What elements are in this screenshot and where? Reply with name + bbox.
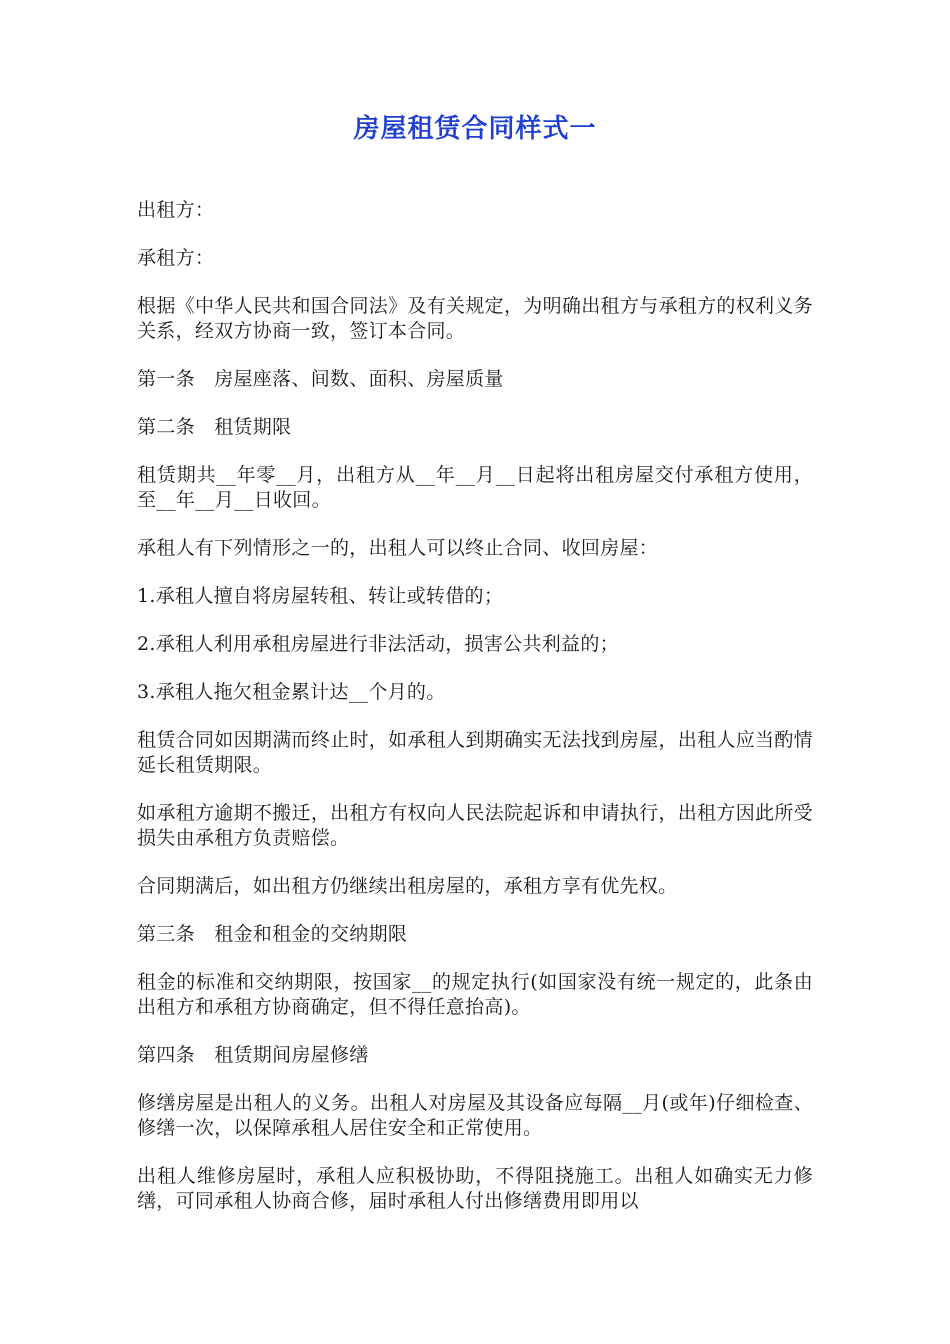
termination-intro-paragraph: 承租人有下列情形之一的，出租人可以终止合同、收回房屋： xyxy=(137,537,659,559)
termination-item-3: 3.承租人拖欠租金累计达__个月的。 xyxy=(137,681,446,703)
article-3-heading: 第三条 租金和租金的交纳期限 xyxy=(137,923,408,945)
article-2-heading: 第二条 租赁期限 xyxy=(137,416,292,438)
lessor-line: 出租方： xyxy=(137,199,215,221)
rent-standard-paragraph: 租金的标准和交纳期限，按国家__的规定执行(如国家没有统一规定的，此条由出租方和承租方协商确定，但不得任意抬高)。 xyxy=(137,971,813,1018)
priority-paragraph: 合同期满后，如出租方仍继续出租房屋的，承租方享有优先权。 xyxy=(137,875,678,897)
document-title: 房屋租赁合同样式一 xyxy=(353,114,597,144)
article-1-heading: 第一条 房屋座落、间数、面积、房屋质量 xyxy=(137,368,504,390)
termination-item-2: 2.承租人利用承租房屋进行非法活动，损害公共利益的； xyxy=(137,633,619,655)
termination-item-1: 1.承租人擅自将房屋转租、转让或转借的； xyxy=(137,585,504,607)
term-extension-paragraph: 租赁合同如因期满而终止时，如承租人到期确实无法找到房屋，出租人应当酌情延长租赁期限。 xyxy=(137,729,813,776)
preamble-paragraph: 根据《中华人民共和国合同法》及有关规定，为明确出租方与承租方的权利义务关系，经双方协商一致，签订本合同。 xyxy=(137,295,813,342)
article-4-heading: 第四条 租赁期间房屋修缮 xyxy=(137,1044,369,1066)
repair-duty-paragraph: 修缮房屋是出租人的义务。出租人对房屋及其设备应每隔__月(或年)仔细检查、修缮一次，以保障承租人居住安全和正常使用。 xyxy=(137,1092,813,1139)
lessee-line: 承租方： xyxy=(137,247,215,269)
repair-cooperation-paragraph: 出租人维修房屋时，承租人应积极协助，不得阻挠施工。出租人如确实无力修缮，可同承租人协商合修，届时承租人付出修缮费用即用以 xyxy=(137,1165,813,1212)
overstay-paragraph: 如承租方逾期不搬迁，出租方有权向人民法院起诉和申请执行，出租方因此所受损失由承租方负责赔偿。 xyxy=(137,802,813,849)
lease-term-paragraph: 租赁期共__年零__月，出租方从__年__月__日起将出租房屋交付承租方使用，至__年__月__日收回。 xyxy=(137,464,813,511)
document-body xyxy=(137,198,813,1237)
